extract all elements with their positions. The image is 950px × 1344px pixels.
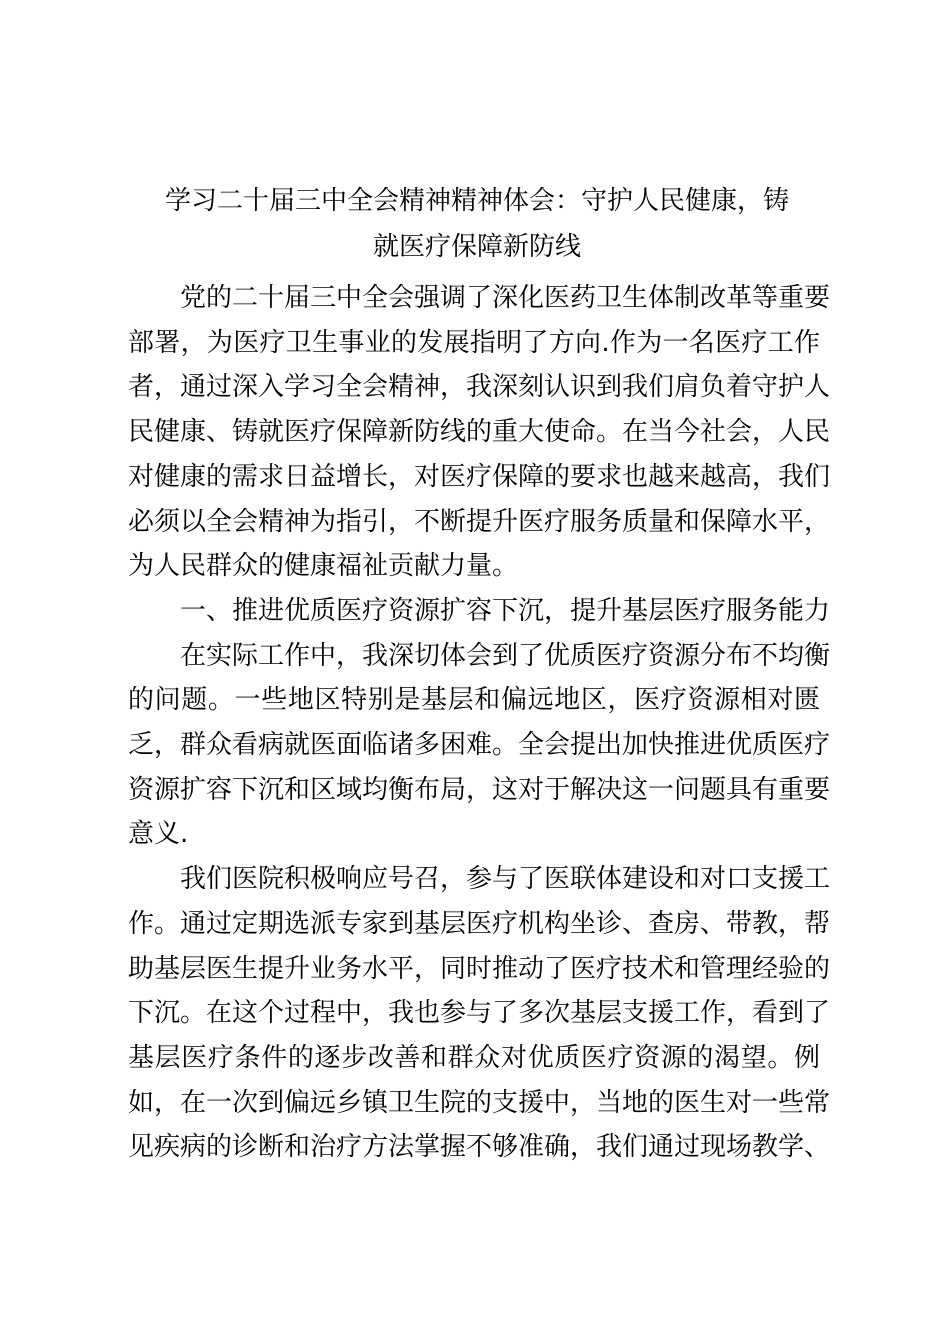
- paragraph-resource-imbalance: [128, 634, 831, 858]
- title-line: 学习二十届三中全会精神精神体会：守护人民健康，铸: [164, 186, 789, 216]
- text-line: 意义.: [128, 819, 189, 850]
- text-line: 我们医院积极响应号召，参与了医联体建设和对口支援工: [180, 864, 831, 895]
- text-line: 一、推进优质医疗资源扩容下沉，提升基层医疗服务能力: [180, 595, 831, 626]
- text-line: 作。通过定期选派专家到基层医疗机构坐诊、查房、带教，帮: [128, 908, 831, 939]
- text-line: 基层医疗条件的逐步改善和群众对优质医疗资源的渴望。例: [128, 1042, 820, 1073]
- text-line: 民健康、铸就医疗保障新防线的重大使命。在当今社会，人民: [128, 417, 831, 448]
- text-line: 下沉。在这个过程中，我也参与了多次基层支援工作，看到了: [128, 998, 831, 1029]
- text-line: 在实际工作中，我深切体会到了优质医疗资源分布不均衡: [180, 640, 831, 671]
- section-heading-1: [128, 589, 831, 634]
- text-line: 为人民群众的健康福祉贡献力量。: [128, 551, 519, 582]
- text-line: 对健康的需求日益增长，对医疗保障的要求也越来越高，我们: [128, 461, 831, 492]
- text-line: 的问题。一些地区特别是基层和偏远地区，医疗资源相对匮: [128, 685, 820, 716]
- text-line: 资源扩容下沉和区域均衡布局，这对于解决这一问题具有重要: [128, 774, 831, 805]
- text-line: 助基层医生提升业务水平，同时推动了医疗技术和管理经验的: [128, 953, 831, 984]
- text-line: 部署，为医疗卫生事业的发展指明了方向.作为一名医疗工作: [128, 327, 820, 358]
- text-line: 党的二十届三中全会强调了深化医药卫生体制改革等重要: [180, 283, 831, 313]
- document-title: [128, 178, 826, 270]
- title-line: 就医疗保障新防线: [372, 232, 581, 262]
- text-line: 者，通过深入学习全会精神，我深刻认识到我们肩负着守护人: [128, 372, 831, 403]
- text-line: 见疾病的诊断和治疗方法掌握不够准确，我们通过现场教学、: [128, 1132, 831, 1163]
- paragraph-hospital-support: [128, 857, 831, 1170]
- text-line: 乏，群众看病就医面临诸多困难。全会提出加快推进优质医疗: [128, 730, 831, 761]
- document-body: [128, 276, 831, 1170]
- text-line: 必须以全会精神为指引，不断提升医疗服务质量和保障水平，: [128, 506, 831, 537]
- text-line: 如，在一次到偏远乡镇卫生院的支援中，当地的医生对一些常: [128, 1087, 831, 1118]
- paragraph-intro: [128, 276, 831, 589]
